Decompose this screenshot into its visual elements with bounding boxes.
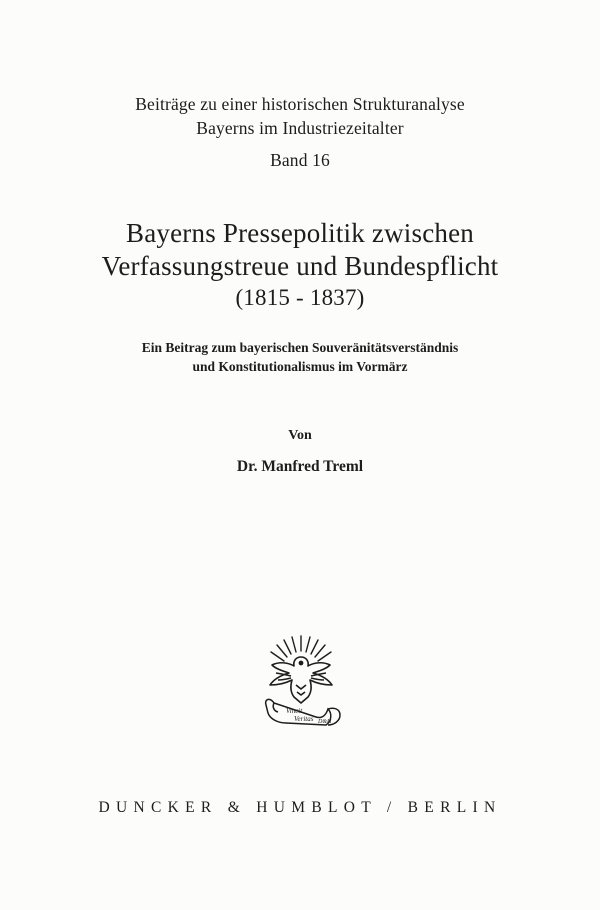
title-line-1: Bayerns Pressepolitik zwischen (126, 218, 474, 248)
series-line-2: Bayerns im Industriezeitalter (196, 118, 404, 138)
book-title (0, 217, 600, 313)
emblem-text-veritas: Veritas (294, 715, 314, 723)
book-subtitle (0, 338, 600, 376)
emblem-text-dh: D&H (318, 719, 332, 725)
eagle-emblem-icon (256, 633, 346, 733)
byline-von: Von (288, 428, 312, 443)
series-line-1: Beiträge zu einer historischen Strukturanalyse (135, 94, 465, 114)
series-volume: Band 16 (270, 150, 330, 170)
series-title (0, 92, 600, 172)
title-line-2: Verfassungstreue und Bundespflicht (101, 251, 499, 281)
emblem-text-vincit: Vincit (286, 707, 303, 715)
publisher-imprint: DUNCKER & HUMBLOT / BERLIN (98, 799, 502, 816)
subtitle-line-2: und Konstitutionalismus im Vormärz (192, 359, 408, 374)
title-dates: (1815 - 1837) (235, 285, 365, 310)
author-name: Dr. Manfred Treml (236, 458, 364, 475)
subtitle-line-1: Ein Beitrag zum bayerischen Souveränitätsverständnis (141, 340, 459, 355)
